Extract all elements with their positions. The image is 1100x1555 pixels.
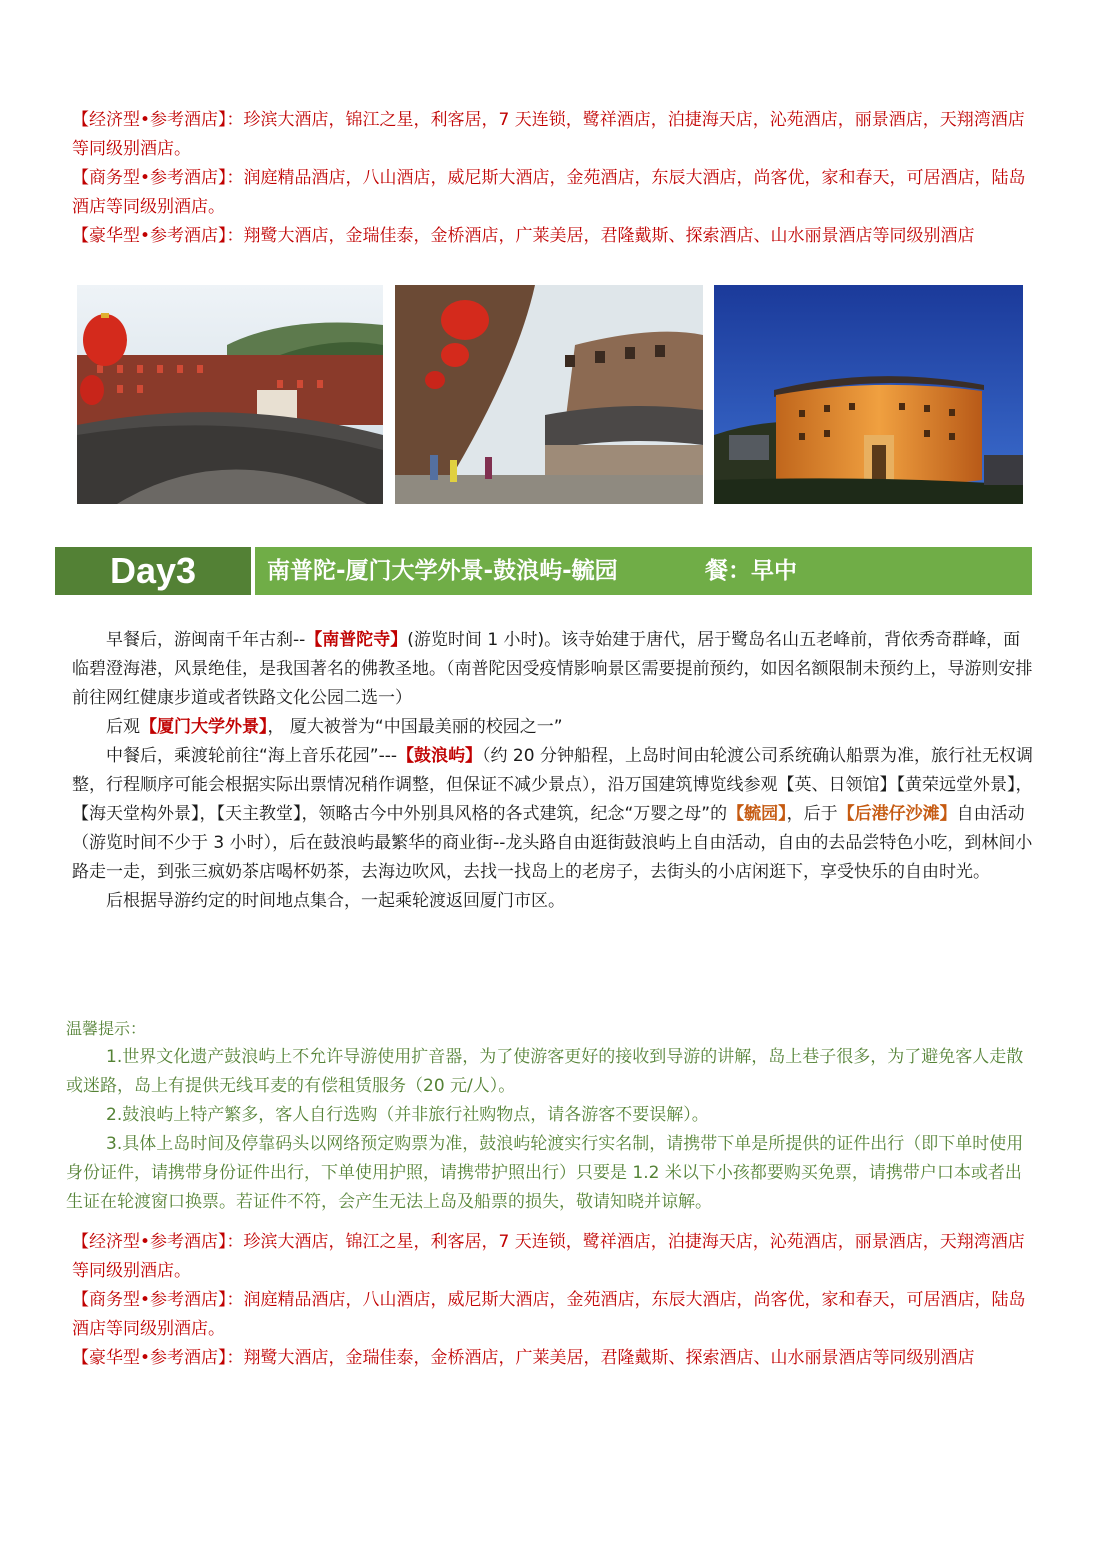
itinerary-description [72,626,1034,916]
text-segment: 早餐后，游闽南千年古刹-- [106,630,306,650]
day-meal-info: 餐：早中 [705,558,797,584]
itinerary-paragraph-1 [72,626,1034,713]
tip-item: 3.具体上岛时间及停靠码头以网络预定购票为准，鼓浪屿轮渡实行实名制，请携带下单是所提供的证件出行（即下单时使用身份证件，请携带身份证件出行，下单使用护照，请携带护照出行）只要是 1.2 米以下小孩都要购买免票，请携带户口本或者出生证在轮渡窗口换票。若证件不符，会产生无法上岛及船票的损失，敬请知晓并谅解。 [66,1134,1024,1212]
gulangyu-highlight: 【鼓浪屿】 [397,746,483,766]
tips-title: 温馨提示： [66,1019,147,1038]
tulou-night-photo [714,285,1023,504]
text-segment: 自由活动（游览时间不少于 3 小时），后在鼓浪屿最繁华的商业街--龙头路自由逛街鼓浪屿上自由活动，自由的去品尝特色小吃，到林间小路走一走，到张三疯奶茶店喝杯奶茶，去海边吹风，去找一找岛上的老房子，去街头的小店闲逛下，享受快乐的自由时光。 [72,804,1033,882]
tulou-courtyard-photo [77,285,383,504]
yuyuan-highlight: 【毓园】 [727,804,787,824]
hotel-references-bottom [72,1228,1034,1373]
tip-item: 2.鼓浪屿上特产繁多，客人自行选购（并非旅行社购物点，请各游客不要误解）。 [106,1105,709,1125]
text-segment: ，后于 [786,804,838,824]
beach-highlight: 【后港仔沙滩】 [837,804,957,824]
nanputuo-temple-highlight: 【南普陀寺】 [305,630,408,650]
itinerary-paragraph-2 [72,713,1034,742]
day-header-divider [251,547,255,595]
itinerary-paragraph-3 [72,742,1034,887]
day-header-bar [55,547,1032,595]
luxury-hotels: 【豪华型•参考酒店】：翔鹭大酒店，金瑞佳泰，金桥酒店，广莱美居，君隆戴斯、探索酒店、山水丽景酒店等同级别酒店 [72,1348,975,1368]
business-hotels: 【商务型•参考酒店】：润庭精品酒店，八山酒店，威尼斯大酒店，金苑酒店，东辰大酒店，尚客优，家和春天，可居酒店，陆岛酒店等同级别酒店。 [72,168,1026,217]
itinerary-paragraph-4: 后根据导游约定的时间地点集合，一起乘轮渡返回厦门市区。 [106,891,565,911]
travel-tips [66,1014,1034,1217]
text-segment: (游览时间 1 小时)。该寺始建于唐代，居于鹭岛名山五老峰前，背依秀奇群峰，面临碧澄海港，风景绝佳，是我国著名的佛教圣地。（南普陀因受疫情影响景区需要提前预约，如因名额限制未预约上，导游则安排前往网红健康步道或者铁路文化公园二选一） [72,630,1033,708]
text-segment: 中餐后，乘渡轮前往“海上音乐花园”--- [106,746,398,766]
day-label: Day3 [55,547,251,595]
luxury-hotels: 【豪华型•参考酒店】：翔鹭大酒店，金瑞佳泰，金桥酒店，广莱美居，君隆戴斯、探索酒店、山水丽景酒店等同级别酒店 [72,226,975,246]
text-segment: 后观 [106,717,140,737]
text-segment: （约 20 分钟船程，上岛时间由轮渡公司系统确认船票为准，旅行社无权调整，行程顺序可能会根据实际出票情况稍作调整，但保证不减少景点），沿万国建筑博览线参观【英、日领馆】【黄荣远堂外景】，【海天堂构外景】，【天主教堂】，领略古今中外别具风格的各式建筑，纪念“万婴之母”的 [72,746,1033,824]
day-route-title: 南普陀-厦门大学外景-鼓浪屿-毓园 [267,558,618,584]
photo-strip [77,285,1023,504]
economy-hotels: 【经济型•参考酒店】：珍滨大酒店，锦江之星，利客居，7 天连锁，鹭祥酒店，泊捷海天店，沁苑酒店，丽景酒店，天翔湾酒店等同级别酒店。 [72,1232,1025,1281]
tulou-inner-ring-photo [395,285,703,504]
business-hotels: 【商务型•参考酒店】：润庭精品酒店，八山酒店，威尼斯大酒店，金苑酒店，东辰大酒店，尚客优，家和春天，可居酒店，陆岛酒店等同级别酒店。 [72,1290,1026,1339]
text-segment: ， 厦大被誉为“中国最美丽的校园之一” [267,717,563,737]
economy-hotels: 【经济型•参考酒店】：珍滨大酒店，锦江之星，利客居，7 天连锁，鹭祥酒店，泊捷海天店，沁苑酒店，丽景酒店，天翔湾酒店等同级别酒店。 [72,110,1025,159]
xiamen-university-highlight: 【厦门大学外景】 [140,717,268,737]
hotel-references-top [72,106,1034,251]
tip-item: 1.世界文化遗产鼓浪屿上不允许导游使用扩音器，为了使游客更好的接收到导游的讲解，岛上巷子很多，为了避免客人走散或迷路，岛上有提供无线耳麦的有偿租赁服务（20 元/人）。 [66,1047,1024,1096]
